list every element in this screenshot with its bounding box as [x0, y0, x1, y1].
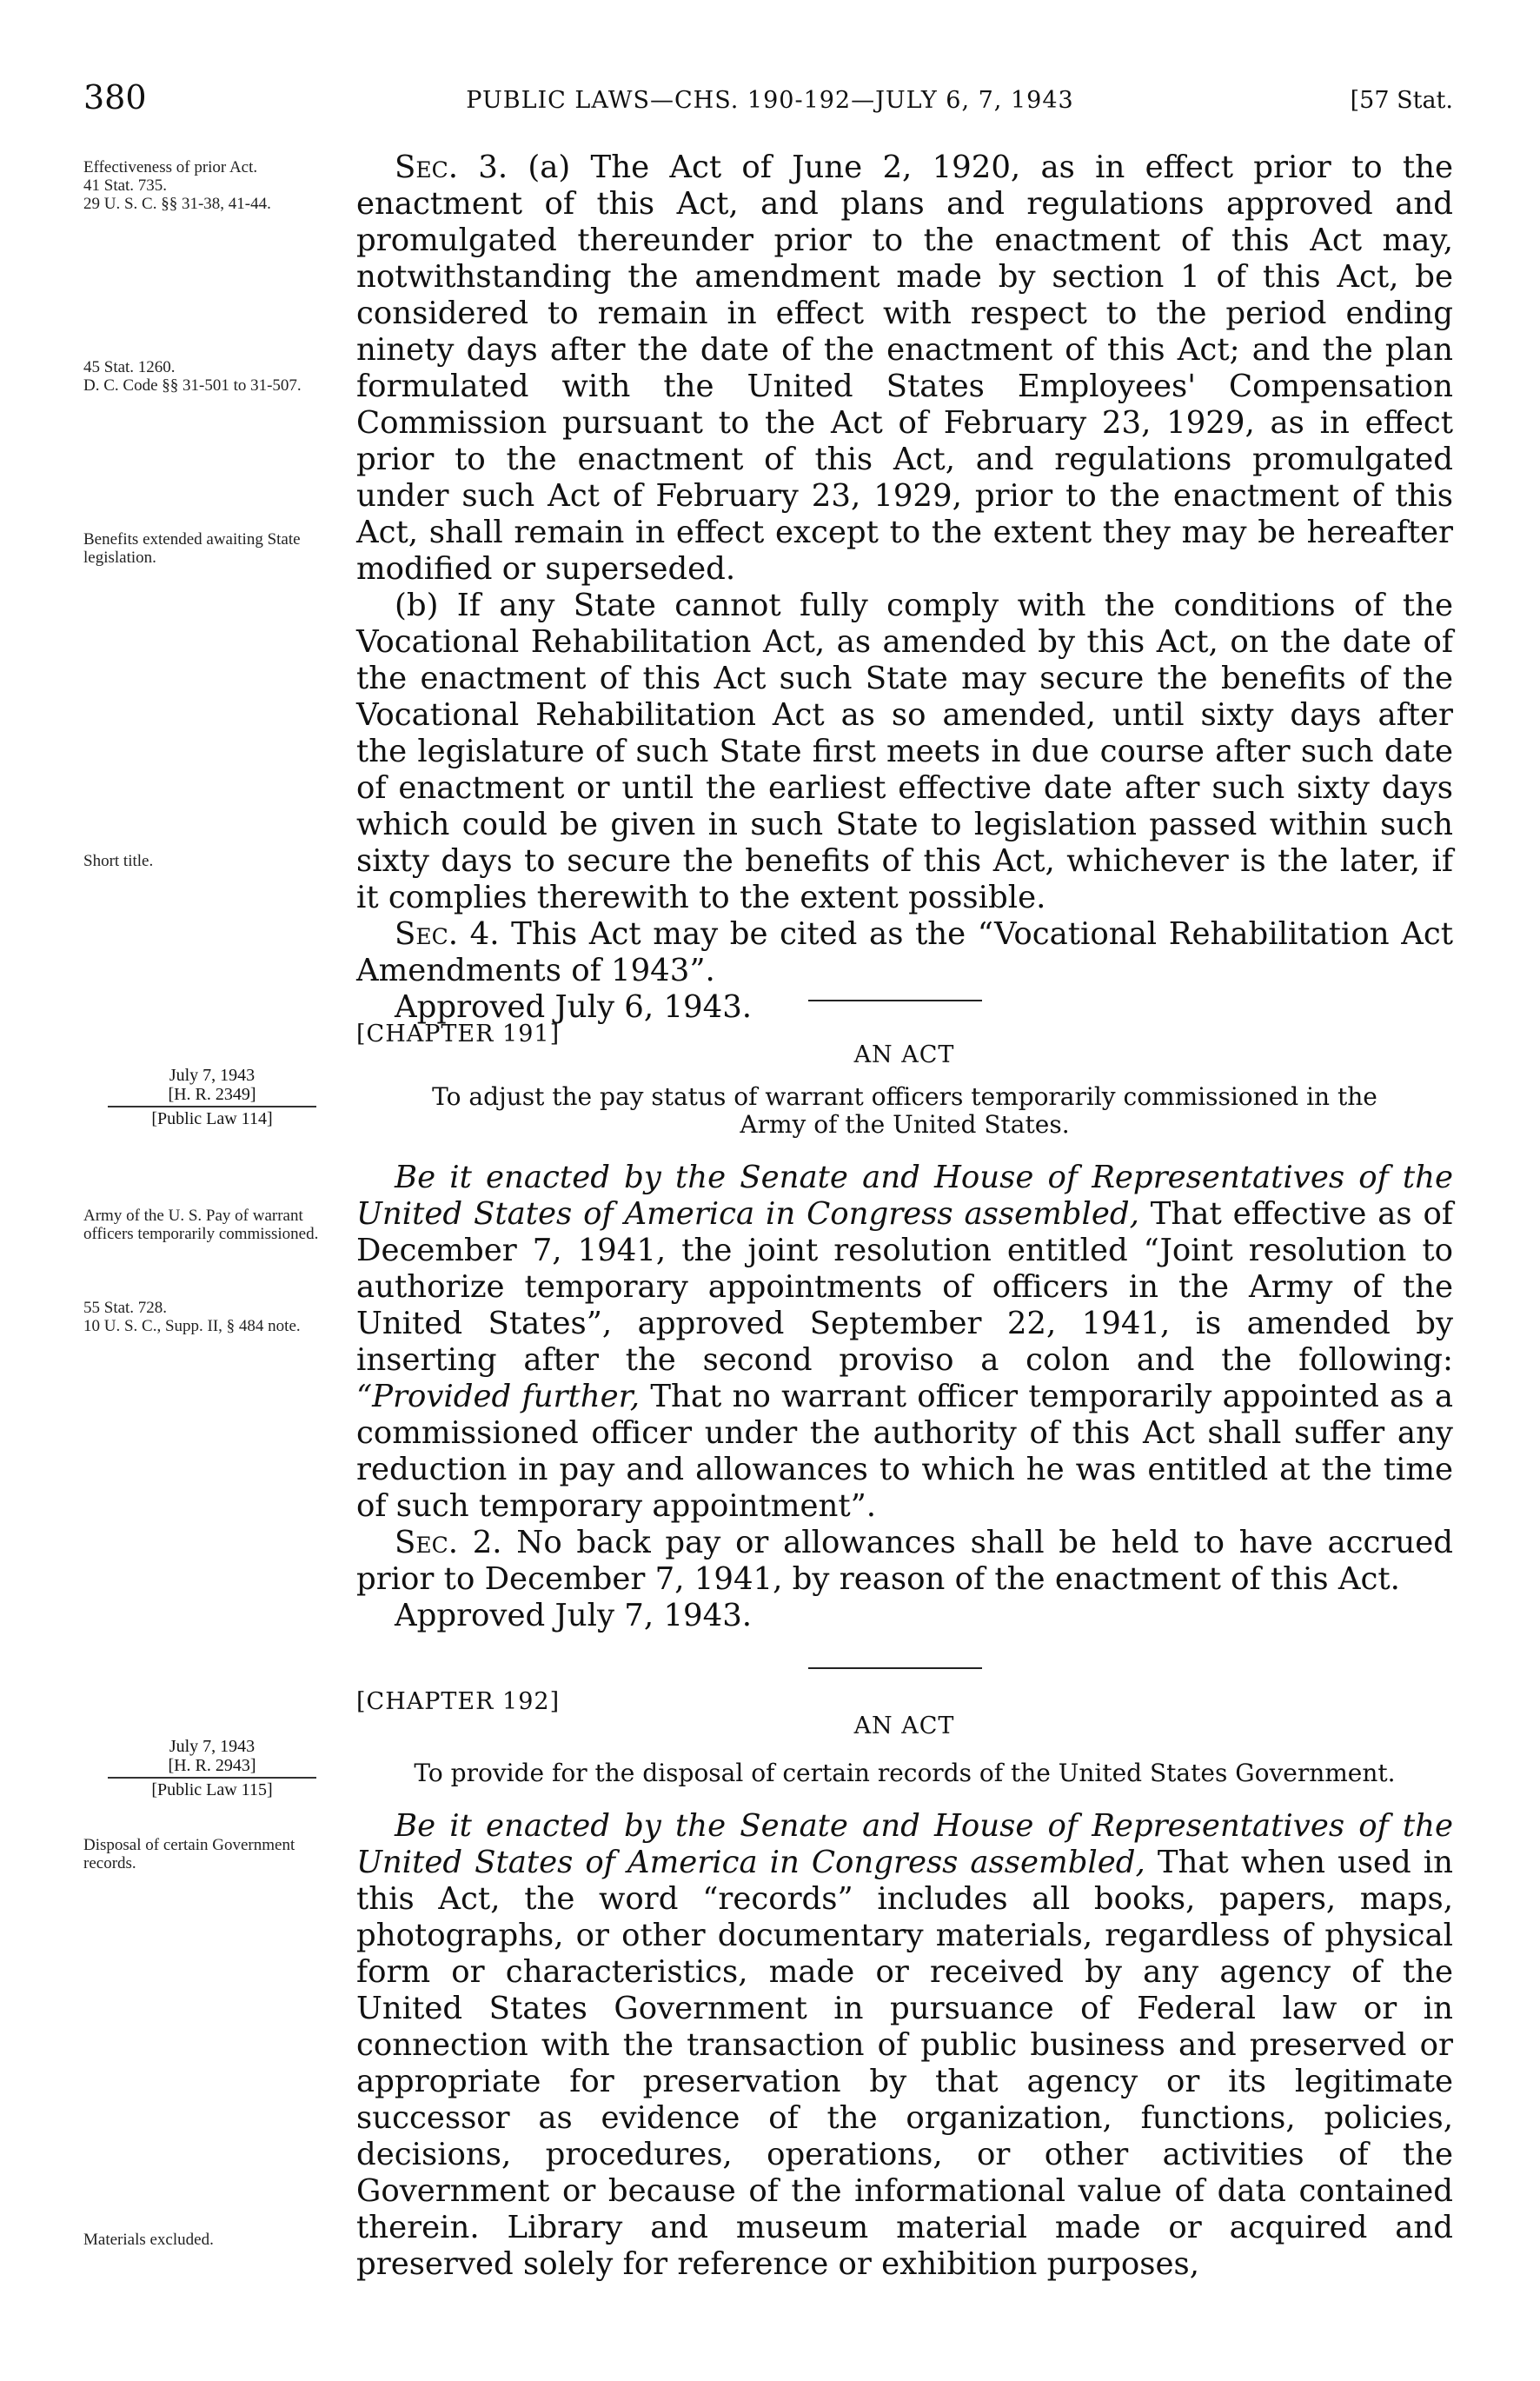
ch191-proviso: “Provided further, — [356, 1379, 641, 1414]
margin-cite-29-usc: 29 U. S. C. §§ 31-38, 41-44. — [83, 195, 271, 213]
running-title: PUBLIC LAWS—CHS. 190-192—JULY 6, 7, 1943 — [466, 87, 1074, 114]
sections-3-4 — [356, 150, 1453, 1026]
margin-note-45-stat — [83, 358, 335, 395]
ch191-sec2-text: No back pay or allowances shall be held to have accrued prior to December 7, 1941, by reason of the enactment of this Act. — [356, 1525, 1453, 1597]
margin-cite-10-usc: 10 U. S. C., Supp. II, § 484 note. — [83, 1317, 301, 1335]
ch191-enacting-clause: Be it enacted by the Senate and House of Representatives of the United States of America in Congress assembled, — [356, 1160, 1453, 1232]
ch191-purpose — [356, 1083, 1453, 1139]
ch192-date: July 7, 1943 — [169, 1737, 256, 1756]
sec4-label: Sec. 4. — [395, 916, 500, 952]
ch191-text-2: That no warrant officer temporarily appointed as a commissioned officer under the authority of this Act shall suffer any reduction in pay and allowances to which he was entitled at the time of such temporary appointment”. — [356, 1379, 1453, 1524]
ch191-bill-number: [H. R. 2349] — [168, 1085, 256, 1104]
margin-cite-45-stat: 45 Stat. 1260. — [83, 358, 176, 376]
approved-july-6: Approved July 6, 1943. — [395, 989, 753, 1025]
margin-note-short-title: Short title. — [83, 852, 154, 870]
margin-cite-dc-code: D. C. Code §§ 31-501 to 31-507. — [83, 376, 302, 395]
ch192-bill-info — [108, 1737, 316, 1799]
margin-note-effectiveness — [83, 158, 335, 213]
ch191-sec2-paragraph — [356, 1525, 1453, 1598]
margin-cite-55-stat: 55 Stat. 728. — [83, 1299, 168, 1317]
ch192-enacting-paragraph — [356, 1808, 1453, 2283]
ch192-public-law: [Public Law 115] — [108, 1777, 316, 1799]
ch191-purpose-line-2: Army of the United States. — [740, 1110, 1070, 1139]
sec4-paragraph — [356, 916, 1453, 989]
page-number: 380 — [83, 78, 147, 116]
ch192-an-act: AN ACT — [853, 1713, 955, 1739]
ch192-body — [356, 1808, 1453, 2283]
sec4-text: This Act may be cited as the “Vocational Rehabilitation Act Amendments of 1943”. — [356, 916, 1453, 988]
sec3-a-text: (a) The Act of June 2, 1920, as in effect prior to the enactment of this Act, and plans and regulations approved and promulgated thereunder prior to the enactment of this Act may, notwithstanding the amendment made by section 1 of this Act, be considered to remain in effect with respect to the period ending ninety days after the date of the enactment of this Act; and the plan formulated with the United States Employees' Compensation Commission pursuant to the Act of February 23, 1929, as in effect prior to the enactment of this Act, and regulations promulgated under such Act of February 23, 1929, prior to the enactment of this Act, shall remain in effect except to the extent they may be hereafter modified or superseded. — [356, 150, 1453, 587]
ch191-purpose-line-1: To adjust the pay status of warrant officers temporarily commissioned in the — [432, 1082, 1377, 1111]
margin-effectiveness-text: Effectiveness of prior Act. — [83, 158, 258, 176]
ch192-bill-number: [H. R. 2943] — [168, 1756, 256, 1775]
ch191-bill-info — [108, 1066, 316, 1128]
ch191-public-law: [Public Law 114] — [108, 1106, 316, 1128]
ch191-an-act: AN ACT — [853, 1041, 955, 1068]
sec3-label: Sec. 3. — [395, 150, 508, 185]
volume-reference: [57 Stat. — [1350, 87, 1453, 114]
ch191-enacting-paragraph — [356, 1160, 1453, 1525]
margin-note-materials: Materials excluded. — [83, 2231, 214, 2249]
margin-note-army-cites — [83, 1299, 335, 1335]
ch192-heading: [CHAPTER 192] — [356, 1688, 561, 1715]
margin-note-army: Army of the U. S. Pay of warrant officers temporarily commissioned. — [83, 1207, 319, 1243]
sec3-b-paragraph: (b) If any State cannot fully comply with the conditions of the Vocational Rehabilitation Act, as amended by this Act, on the date of the enactment of this Act such State may secure the benefits of the Vocational Rehabilitation Act as so amended, until sixty days after the legislature of such State first meets in due course after such date of enactment or until the earliest effective date after such sixty days which could be given in such State to legislation passed within such sixty days to secure the benefits of this Act, whichever is the later, if it complies therewith to the extent possible. — [356, 588, 1453, 915]
ch191-body — [356, 1160, 1453, 1634]
divider-rule-2 — [808, 1667, 982, 1669]
ch191-text-1: That effective as of December 7, 1941, the joint resolution entitled “Joint resolution to authorize temporary appointments of officers in the Army of the United States”, approved September 22, 1941, is amended by inserting after the second proviso a colon and the following: — [356, 1196, 1454, 1378]
ch191-heading: [CHAPTER 191] — [356, 1021, 561, 1048]
margin-note-disposal: Disposal of certain Government records. — [83, 1836, 295, 1872]
approved-july-7-ch191: Approved July 7, 1943. — [395, 1598, 753, 1633]
margin-note-benefits: Benefits extended awaiting State legislation. — [83, 530, 301, 567]
ch191-date: July 7, 1943 — [169, 1066, 256, 1085]
ch192-enacting-clause: Be it enacted by the Senate and House of Representatives of the United States of America in Congress assembled, — [356, 1808, 1453, 1880]
sec3-a-paragraph — [356, 150, 1453, 588]
ch192-text: That when used in this Act, the word “records” includes all books, papers, maps, photographs, or other documentary materials, regardless of physical form or characteristics, made or received by any agency of the United States Government in pursuance of Federal law or in connection with the transaction of public business and preserved or appropriate for preservation by that agency or its legitimate successor as evidence of the organization, functions, policies, decisions, procedures, operations, or other activities of the Government or because of the informational value of data contained therein. Library and museum material made or acquired and preserved solely for reference or exhibition purposes, — [356, 1845, 1454, 2282]
margin-cite-41-stat: 41 Stat. 735. — [83, 176, 168, 195]
ch192-purpose: To provide for the disposal of certain records of the United States Government. — [414, 1759, 1396, 1787]
divider-rule — [808, 1000, 982, 1001]
ch191-sec2-label: Sec. 2. — [395, 1525, 502, 1560]
